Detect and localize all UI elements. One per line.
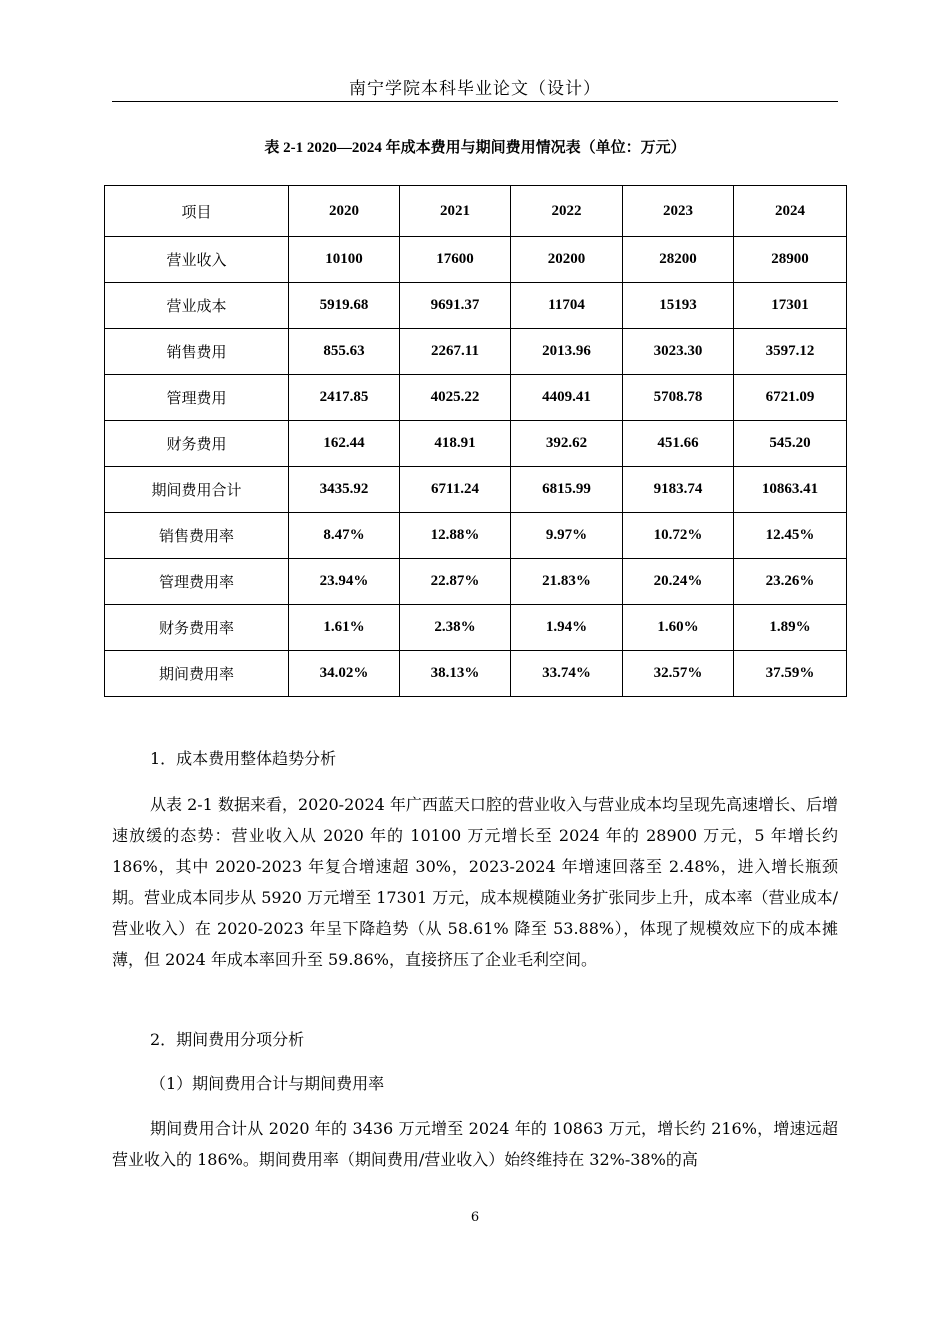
row-label-cell: 销售费用率 — [105, 513, 289, 559]
body-paragraph-1-wrap — [112, 789, 838, 975]
value-cell: 17600 — [400, 237, 511, 283]
value-cell: 392.62 — [511, 421, 623, 467]
column-header: 2022 — [511, 186, 623, 237]
value-cell: 1.94% — [511, 605, 623, 651]
column-header: 项目 — [105, 186, 289, 237]
value-cell: 28200 — [623, 237, 734, 283]
value-cell: 10863.41 — [734, 467, 847, 513]
table-row — [105, 559, 847, 605]
value-cell: 1.60% — [623, 605, 734, 651]
page-number: 6 — [470, 1210, 480, 1225]
table-row — [105, 375, 847, 421]
value-cell: 9691.37 — [400, 283, 511, 329]
value-cell: 1.61% — [289, 605, 400, 651]
table-row — [105, 605, 847, 651]
row-label-cell: 期间费用率 — [105, 651, 289, 697]
value-cell: 6711.24 — [400, 467, 511, 513]
header-rule — [112, 101, 838, 102]
body-paragraph-2-wrap — [112, 1113, 838, 1175]
value-cell: 12.45% — [734, 513, 847, 559]
value-cell: 23.94% — [289, 559, 400, 605]
row-label-cell: 营业成本 — [105, 283, 289, 329]
row-label-cell: 管理费用 — [105, 375, 289, 421]
subsection-heading: （1）期间费用合计与期间费用率 — [150, 1074, 385, 1093]
value-cell: 451.66 — [623, 421, 734, 467]
body-paragraph: 期间费用合计从 2020 年的 3436 万元增至 2024 年的 10863 万元，增长约 216%，增速远超营业收入的 186%。期间费用率（期间费用/营业收入）始终维持在 32%-38%的高 — [112, 1119, 838, 1169]
body-section-1 — [112, 743, 838, 774]
column-header: 2024 — [734, 186, 847, 237]
table-row — [105, 467, 847, 513]
row-label-cell: 财务费用率 — [105, 605, 289, 651]
value-cell: 28900 — [734, 237, 847, 283]
row-label-cell: 财务费用 — [105, 421, 289, 467]
value-cell: 4025.22 — [400, 375, 511, 421]
table-row — [105, 421, 847, 467]
column-header: 2023 — [623, 186, 734, 237]
value-cell: 9183.74 — [623, 467, 734, 513]
value-cell: 162.44 — [289, 421, 400, 467]
value-cell: 10.72% — [623, 513, 734, 559]
value-cell: 545.20 — [734, 421, 847, 467]
value-cell: 418.91 — [400, 421, 511, 467]
body-paragraph: 从表 2-1 数据来看，2020-2024 年广西蓝天口腔的营业收入与营业成本均呈现先高速增长、后增速放缓的态势：营业收入从 2020 年的 10100 万元增长至 2024 年的 28900 万元，5 年增长约 186%，其中 2020-2023 年复合增速超 30%，2023-2024 年增速回落至 2.48%，进入增长瓶颈期。营业成本同步从 5920 万元增至 17301 万元，成本规模随业务扩张同步上升，成本率（营业成本/营业收入）在 2020-2023 年呈下降趋势（从 58.61% 降至 53.88%），体现了规模效应下的成本摊薄，但 2024 年成本率回升至 59.86%，直接挤压了企业毛利空间。 — [112, 795, 838, 969]
value-cell: 32.57% — [623, 651, 734, 697]
value-cell: 5919.68 — [289, 283, 400, 329]
value-cell: 12.88% — [400, 513, 511, 559]
value-cell: 33.74% — [511, 651, 623, 697]
value-cell: 3435.92 — [289, 467, 400, 513]
value-cell: 9.97% — [511, 513, 623, 559]
page-header-title: 南宁学院本科毕业论文（设计） — [349, 79, 601, 99]
value-cell: 2013.96 — [511, 329, 623, 375]
value-cell: 23.26% — [734, 559, 847, 605]
value-cell: 17301 — [734, 283, 847, 329]
table-row — [105, 329, 847, 375]
value-cell: 3023.30 — [623, 329, 734, 375]
value-cell: 10100 — [289, 237, 400, 283]
value-cell: 20.24% — [623, 559, 734, 605]
value-cell: 3597.12 — [734, 329, 847, 375]
value-cell: 4409.41 — [511, 375, 623, 421]
row-label-cell: 期间费用合计 — [105, 467, 289, 513]
value-cell: 15193 — [623, 283, 734, 329]
table-row — [105, 651, 847, 697]
body-section-2 — [112, 1024, 838, 1055]
value-cell: 855.63 — [289, 329, 400, 375]
value-cell: 2267.11 — [400, 329, 511, 375]
row-label-cell: 管理费用率 — [105, 559, 289, 605]
table-row — [105, 513, 847, 559]
value-cell: 6815.99 — [511, 467, 623, 513]
value-cell: 20200 — [511, 237, 623, 283]
table-row — [105, 237, 847, 283]
value-cell: 21.83% — [511, 559, 623, 605]
value-cell: 34.02% — [289, 651, 400, 697]
value-cell: 6721.09 — [734, 375, 847, 421]
table-row — [105, 283, 847, 329]
value-cell: 1.89% — [734, 605, 847, 651]
row-label-cell: 营业收入 — [105, 237, 289, 283]
row-label-cell: 销售费用 — [105, 329, 289, 375]
value-cell: 37.59% — [734, 651, 847, 697]
value-cell: 11704 — [511, 283, 623, 329]
value-cell: 2.38% — [400, 605, 511, 651]
value-cell: 2417.85 — [289, 375, 400, 421]
value-cell: 8.47% — [289, 513, 400, 559]
cost-expense-table — [104, 185, 847, 697]
table-header-row — [105, 186, 847, 237]
body-section-3 — [112, 1068, 838, 1099]
value-cell: 22.87% — [400, 559, 511, 605]
table-caption: 表 2-1 2020—2024 年成本费用与期间费用情况表（单位：万元） — [264, 140, 686, 156]
column-header: 2021 — [400, 186, 511, 237]
section-heading: 2．期间费用分项分析 — [150, 1030, 305, 1049]
value-cell: 38.13% — [400, 651, 511, 697]
value-cell: 5708.78 — [623, 375, 734, 421]
section-heading: 1．成本费用整体趋势分析 — [150, 749, 337, 768]
column-header: 2020 — [289, 186, 400, 237]
